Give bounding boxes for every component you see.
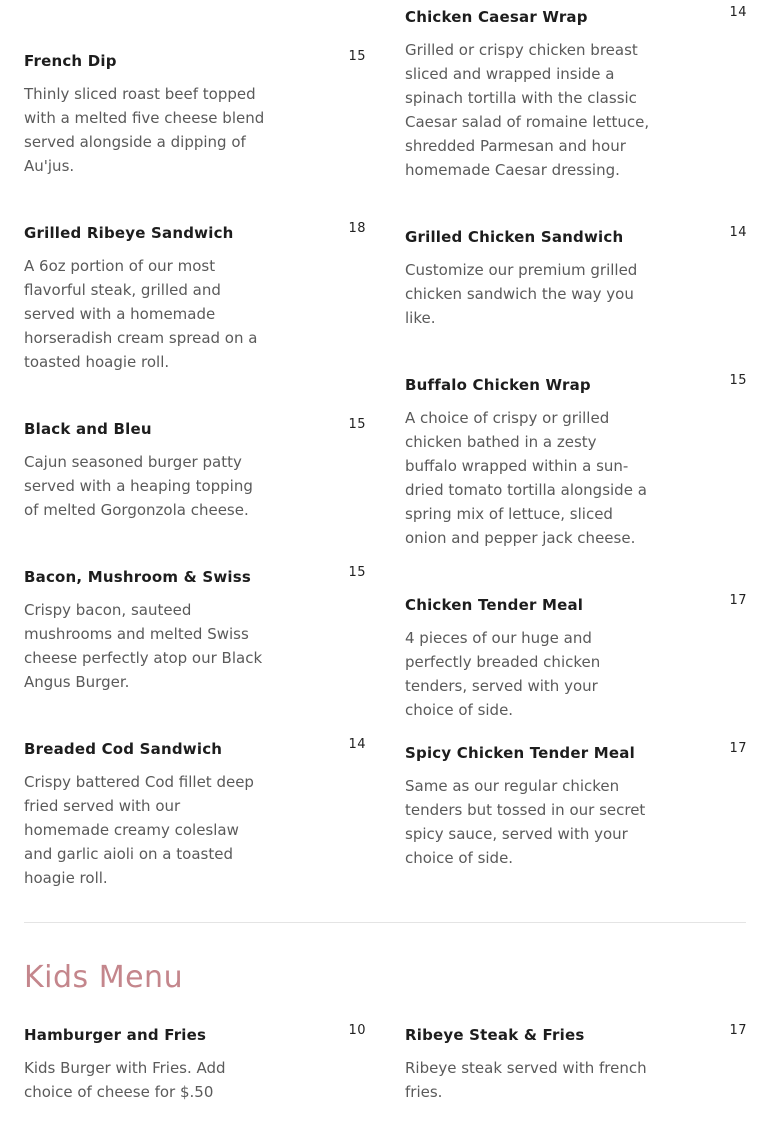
item-price: 17	[729, 593, 747, 608]
item-price: 10	[348, 1023, 366, 1038]
item-price: 14	[729, 5, 747, 20]
item-description: Customize our premium grilled chicken sandwich the way you like.	[405, 261, 638, 327]
item-name: Chicken Tender Meal	[405, 596, 584, 614]
item-name: Chicken Caesar Wrap	[405, 8, 588, 26]
item-price: 14	[729, 225, 747, 240]
item-name: Breaded Cod Sandwich	[24, 740, 223, 758]
item-name: Grilled Ribeye Sandwich	[24, 224, 234, 242]
item-price: 17	[729, 741, 747, 756]
item-description: 4 pieces of our huge and perfectly breaded chicken tenders, served with your choice of side.	[405, 629, 601, 719]
item-name: Buffalo Chicken Wrap	[405, 376, 591, 394]
item-name: Grilled Chicken Sandwich	[405, 228, 624, 246]
item-price: 15	[348, 417, 366, 432]
item-name: Bacon, Mushroom & Swiss	[24, 568, 251, 586]
section-divider	[24, 922, 746, 923]
item-description: Thinly sliced roast beef topped with a melted five cheese blend served alongside a dipping of Au'jus.	[24, 85, 265, 175]
section-title: Kids Menu	[24, 960, 184, 995]
item-price: 15	[729, 373, 747, 388]
item-description: Crispy battered Cod fillet deep fried served with our homemade creamy coleslaw and garlic aioli on a toasted hoagie roll.	[24, 773, 254, 887]
item-name: Ribeye Steak & Fries	[405, 1026, 585, 1044]
item-description: A 6oz portion of our most flavorful steak, grilled and served with a homemade horseradish cream spread on a toasted hoagie roll.	[24, 257, 258, 371]
item-name: Spicy Chicken Tender Meal	[405, 744, 635, 762]
item-name: Black and Bleu	[24, 420, 152, 438]
item-description: Cajun seasoned burger patty served with a heaping topping of melted Gorgonzola cheese.	[24, 453, 253, 519]
item-description: Same as our regular chicken tenders but tossed in our secret spicy sauce, served with your choice of side.	[405, 777, 646, 867]
item-name: French Dip	[24, 52, 117, 70]
item-price: 15	[348, 565, 366, 580]
item-name: Hamburger and Fries	[24, 1026, 207, 1044]
item-description: Kids Burger with Fries. Add choice of cheese for $.50	[24, 1059, 226, 1101]
item-price: 14	[348, 737, 366, 752]
item-description: Crispy bacon, sauteed mushrooms and melted Swiss cheese perfectly atop our Black Angus Burger.	[24, 601, 263, 691]
item-description: Grilled or crispy chicken breast sliced and wrapped inside a spinach tortilla with the classic Caesar salad of romaine lettuce, shredded Parmesan and hour homemade Caesar dressing.	[405, 41, 650, 179]
item-price: 17	[729, 1023, 747, 1038]
item-price: 15	[348, 49, 366, 64]
item-description: A choice of crispy or grilled chicken bathed in a zesty buffalo wrapped within a sun-dried tomato tortilla alongside a spring mix of lettuce, sliced onion and pepper jack cheese.	[405, 409, 647, 547]
item-price: 18	[348, 221, 366, 236]
item-description: Ribeye steak served with french fries.	[405, 1059, 647, 1101]
